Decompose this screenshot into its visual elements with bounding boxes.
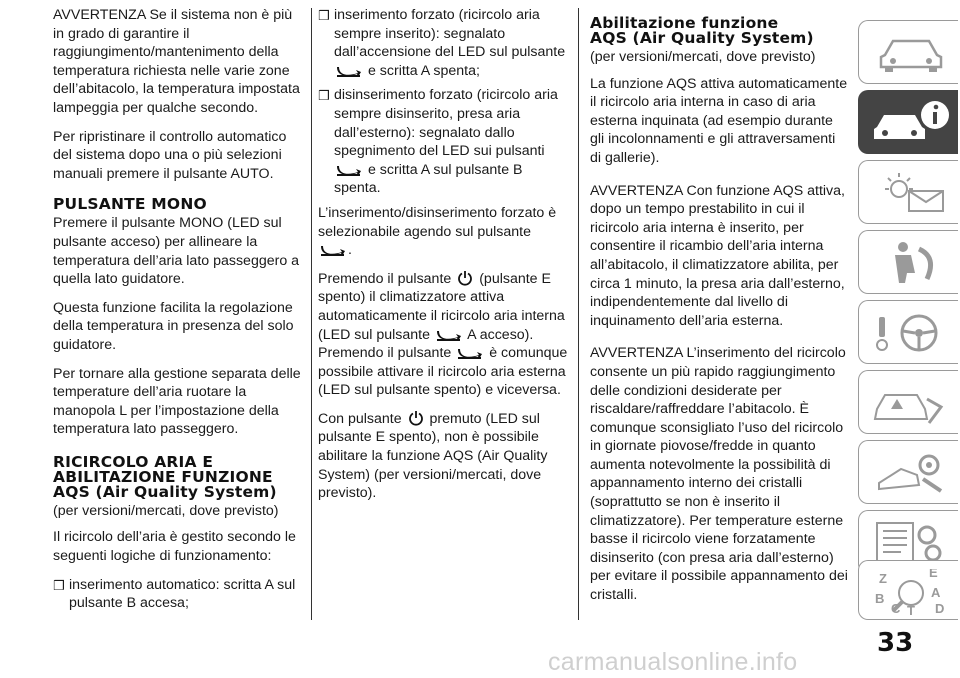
heading-ricircolo-line3: AQS (Air Quality System) bbox=[53, 482, 277, 501]
alphabetical-index-icon bbox=[871, 569, 951, 615]
column-divider bbox=[311, 8, 312, 620]
tab-emergency[interactable] bbox=[858, 370, 958, 434]
text: A acceso). Premendo il pulsante bbox=[318, 326, 534, 362]
maintenance-icon bbox=[871, 449, 951, 495]
tab-car-info[interactable] bbox=[858, 90, 958, 154]
paragraph-mono-3: Per tornare alla gestione separata delle temperature dell’aria ruotare la manopola L per l’impostazione della temperatura lato passeggero. bbox=[53, 365, 301, 438]
paragraph-logiche: Il ricircolo dell’aria è gestito secondo le seguenti logiche di funzionamento: bbox=[53, 529, 296, 565]
paragraph-con-pulsante bbox=[318, 410, 568, 503]
recirculation-icon bbox=[336, 163, 362, 177]
list-item-text: disinserimento forzato (ricircolo aria sempre disinserito, presa aria dall’esterno): segnalato dallo spegnimento del LED sui pulsanti bbox=[334, 87, 558, 160]
list-item-text: inserimento forzato (ricircolo aria sempre inserito): segnalato dall’accensione del LED sul pulsante bbox=[334, 7, 566, 61]
heading-ricircolo-line1: RICIRCOLO ARIA E bbox=[53, 452, 214, 471]
list-item-disinserimento-forzato bbox=[318, 86, 568, 198]
heading-pulsante-mono: PULSANTE MONO bbox=[53, 195, 207, 214]
paragraph-mono-2: Questa funzione facilita la regolazione della temperatura in presenza del solo guidatore. bbox=[53, 299, 294, 353]
index-letter: E bbox=[929, 569, 938, 580]
steering-wheel-icon bbox=[871, 309, 951, 355]
paragraph-aqs-descrizione: La funzione AQS attiva automaticamente il ricircolo aria interna in caso di aria esterna inquinata (ad esempio durante gli incolonnamenti e gli attraversamenti di gallerie). bbox=[590, 75, 848, 166]
warning-lights-icon bbox=[871, 169, 951, 215]
index-letter: C bbox=[891, 601, 901, 615]
airbag-safety-icon bbox=[871, 239, 951, 285]
list-item-inserimento-forzato bbox=[318, 6, 568, 80]
bullet-checkbox-icon: ❒ bbox=[53, 577, 65, 593]
text: premuto (LED sul pulsante E spento), non è possibile abilitare la funzione AQS (Air Quality System) (per versioni/mercati, dove previsto). bbox=[318, 410, 548, 502]
tab-airbag-safety[interactable] bbox=[858, 230, 958, 294]
list-item-text: inserimento automatico: scritta A sul pulsante B accesa; bbox=[69, 576, 296, 612]
list-item-inserimento-automatico bbox=[53, 576, 303, 613]
tab-warning-lights[interactable] bbox=[858, 160, 958, 224]
column-divider bbox=[578, 8, 579, 620]
column-right bbox=[590, 6, 848, 615]
index-letter: B bbox=[875, 591, 885, 606]
recirculation-icon bbox=[457, 346, 483, 360]
text: . bbox=[348, 242, 352, 259]
text: L’inserimento/disinserimento forzato è selezionabile agendo sul pulsante bbox=[318, 204, 557, 240]
paragraph-avvertenza-ricircolo: AVVERTENZA L’inserimento del ricircolo consente un più rapido raggiungimento delle condizioni desiderate per riscaldare/raffreddare l’abitacolo. È comunque sconsigliato l’uso del ricircolo in giornate piovose/fredde in quanto aumenta notevolmente la possibilità di appannamento interno dei cristalli (soprattutto se non è inserito il climatizzatore). Per temperature esterne basse il ricircolo viene forzatamente disinserito (con presa aria dall’esterno) per evitare il possibile appannamento dei cristalli. bbox=[590, 345, 848, 604]
watermark-text: carmanualsonline.info bbox=[548, 648, 798, 676]
paragraph-mono-1: Premere il pulsante MONO (LED sul pulsante acceso) per allineare la temperatura dell’aria lato passeggero a quella lato guidatore. bbox=[53, 215, 300, 288]
heading-ricircolo-line2: ABILITAZIONE FUNZIONE bbox=[53, 467, 273, 486]
paragraph-premendo bbox=[318, 270, 568, 400]
technical-data-icon bbox=[871, 519, 951, 565]
bullet-checkbox-icon: ❒ bbox=[318, 88, 330, 104]
index-letter: D bbox=[935, 601, 945, 615]
column-middle bbox=[318, 6, 568, 513]
page-number: 33 bbox=[877, 628, 914, 658]
car-info-icon bbox=[871, 99, 951, 145]
index-letter: A bbox=[931, 585, 941, 600]
text: Con pulsante bbox=[318, 410, 402, 427]
heading-aqs-line1: Abilitazione funzione bbox=[590, 14, 779, 32]
list-item-text: e scritta A sul pulsante B spenta. bbox=[334, 161, 523, 197]
recirculation-icon bbox=[336, 64, 362, 78]
text: è comunque possibile attivare il ricircolo aria esterna (LED sul pulsante spento) e viceversa. bbox=[318, 345, 568, 399]
index-letter: T bbox=[907, 603, 915, 615]
column-left bbox=[53, 6, 303, 619]
recirculation-icon bbox=[320, 243, 346, 257]
paragraph-selezionabile bbox=[318, 204, 568, 260]
tab-alphabetical-index[interactable] bbox=[858, 560, 958, 620]
list-item-text: e scritta A spenta; bbox=[367, 62, 480, 79]
paragraph-avvertenza: AVVERTENZA Se il sistema non è più in grado di garantire il raggiungimento/mantenimento della temperatura richiesta nelle varie zone dell’abitacolo, la temperatura impostata lampeggia per qualche secondo. bbox=[53, 7, 300, 116]
subheading-versioni: (per versioni/mercati, dove previsto) bbox=[590, 49, 816, 65]
text: Premendo il pulsante bbox=[318, 270, 452, 287]
subheading-versioni: (per versioni/mercati, dove previsto) bbox=[53, 502, 279, 519]
emergency-car-icon bbox=[871, 379, 951, 425]
paragraph-ripristino: Per ripristinare il controllo automatico del sistema dopo una o più selezioni manuali premere il pulsante AUTO. bbox=[53, 128, 287, 182]
section-tabs bbox=[858, 0, 960, 620]
car-icon bbox=[871, 29, 951, 75]
tab-maintenance[interactable] bbox=[858, 440, 958, 504]
recirculation-icon bbox=[436, 328, 462, 342]
index-letter: Z bbox=[879, 571, 887, 586]
paragraph-avvertenza-aqs: AVVERTENZA Con funzione AQS attiva, dopo un tempo prestabilito in cui il ricircolo aria interna è inserito, per consentire il ricambio dell’aria interna all’abitacolo, il climatizzatore abilita, per circa 1 minuto, la presa aria dall’esterno, indipendentemente dal livello di inquinamento dell’aria esterna. bbox=[590, 182, 845, 329]
tab-car[interactable] bbox=[858, 20, 958, 84]
bullet-checkbox-icon: ❒ bbox=[318, 8, 330, 23]
power-button-icon bbox=[408, 410, 424, 426]
text: (pulsante E spento) il climatizzatore attiva automaticamente il ricircolo aria interna (LED sul pulsante bbox=[318, 270, 565, 343]
power-button-icon bbox=[457, 270, 473, 286]
tab-steering-wheel[interactable] bbox=[858, 300, 958, 364]
heading-aqs-line2: AQS (Air Quality System) bbox=[590, 29, 814, 47]
